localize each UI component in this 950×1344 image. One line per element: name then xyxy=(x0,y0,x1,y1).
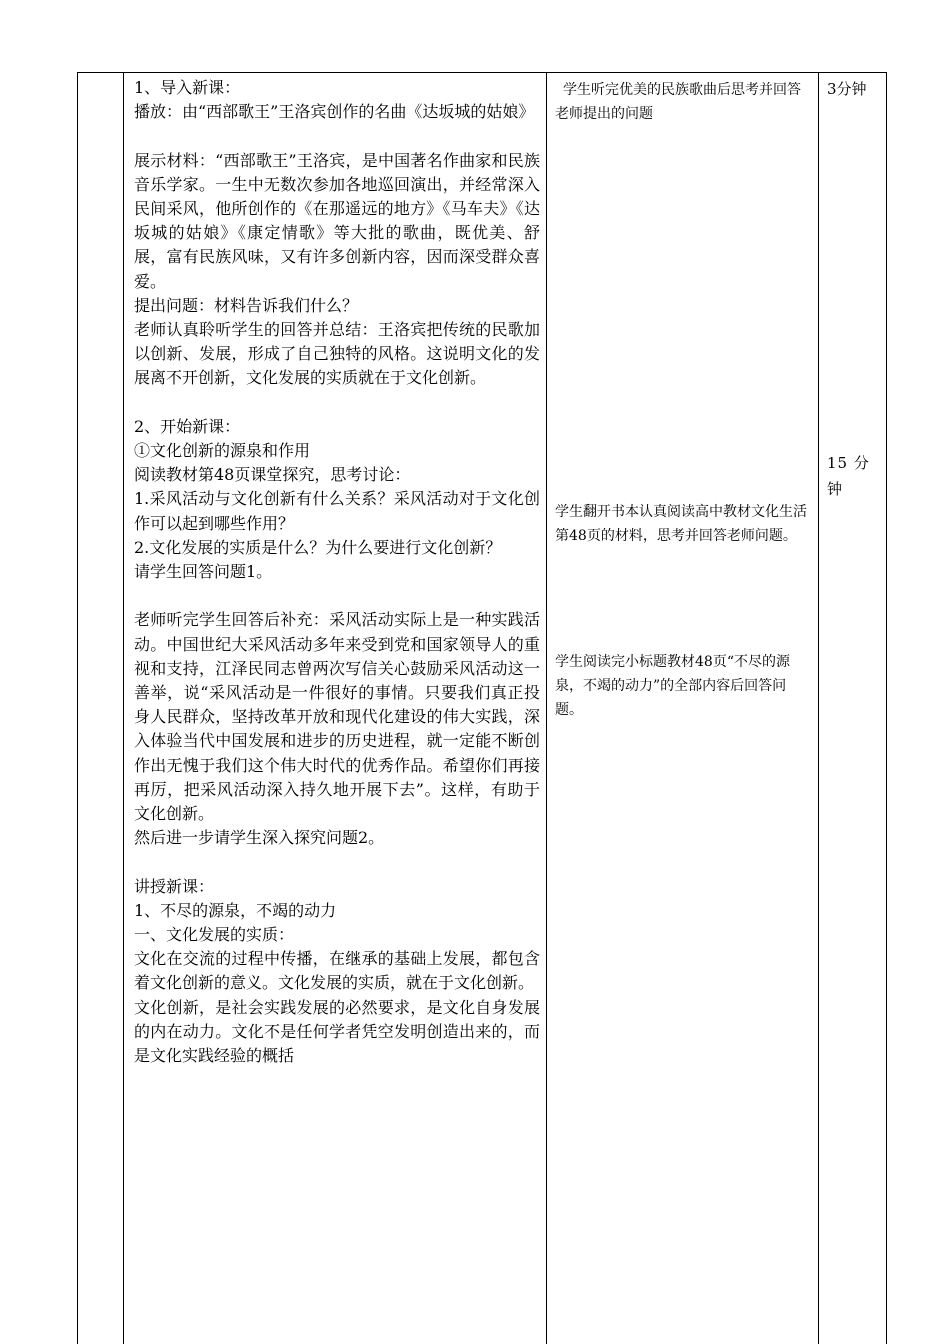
blank-line xyxy=(134,850,540,874)
blank-line xyxy=(134,584,540,608)
text-line: 然后进一步请学生深入探究问题2。 xyxy=(134,828,385,848)
text-line: 1、不尽的源泉，不竭的动力 xyxy=(134,900,337,920)
table-top-border xyxy=(77,72,887,73)
text-paragraph: 老师认真聆听学生的回答并总结：王洛宾把传统的民歌加以创新、发展，形成了自己独特的风格。这说明文化的发展离不开创新，文化发展的实质就在于文化创新。 xyxy=(134,320,540,388)
text-paragraph: 文化在交流的过程中传播，在继承的基础上发展，都包含着文化创新的意义。文化发展的实质，就在于文化创新。 xyxy=(134,949,540,993)
time-label: 15 分钟 xyxy=(827,454,870,498)
text-paragraph: 2.文化发展的实质是什么？为什么要进行文化创新？ xyxy=(134,537,502,557)
text-line: 播放：由“西部歌王”王洛宾创作的名曲《达坂城的姑娘》 xyxy=(134,102,535,122)
text-line: 讲授新课： xyxy=(134,876,215,896)
student-activity-text: 学生翻开书本认真阅读高中教材文化生活第48页的材料，思考并回答老师问题。 xyxy=(555,504,807,544)
time-label: 3分钟 xyxy=(827,80,867,98)
text-paragraph: 1.采风活动与文化创新有什么关系？采风活动对于文化创作可以起到哪些作用？ xyxy=(134,489,540,533)
table-right-border xyxy=(886,72,887,1344)
blank-line xyxy=(134,391,540,415)
column-divider-3 xyxy=(818,72,819,1344)
text-line: 一、文化发展的实质： xyxy=(134,925,295,945)
column-divider-2 xyxy=(546,72,547,1344)
text-line: 提出问题：材料告诉我们什么？ xyxy=(134,295,359,315)
student-activity-text: 学生听完优美的民族歌曲后思考并回答老师提出的问题 xyxy=(555,82,801,122)
teacher-activity-cell xyxy=(134,76,540,1068)
text-paragraph: 展示材料：“西部歌王”王洛宾，是中国著名作曲家和民族音乐学家。一生中无数次参加各地巡回演出，并经常深入民间采风，他所创作的《在那遥远的地方》《马车夫》《达坂城的姑娘》《康定情歌》等大批的歌曲，既优美、舒展，富有民族风味，又有许多创新内容，因而深受群众喜爱。 xyxy=(134,150,540,291)
column-divider-1 xyxy=(123,72,124,1344)
text-line: 2、开始新课： xyxy=(134,416,241,436)
blank-line xyxy=(134,124,540,148)
text-line: 请学生回答问题1。 xyxy=(134,562,273,582)
student-activity-text: 学生阅读完小标题教材48页“不尽的源泉，不竭的动力”的全部内容后回答问题。 xyxy=(555,654,790,718)
text-paragraph: 文化创新，是社会实践发展的必然要求，是文化自身发展的内在动力。文化不是任何学者凭空发明创造出来的，而是文化实践经验的概括 xyxy=(134,997,540,1066)
text-line: 1、导入新课： xyxy=(134,78,241,97)
text-paragraph: 老师听完学生回答后补充：采风活动实际上是一种实践活动。中国世纪大采风活动多年来受到党和国家领导人的重视和支持，江泽民同志曾两次写信关心鼓励采风活动这一善举，说“采风活动是一件很好的事情。只要我们真正投身人民群众，坚持改革开放和现代化建设的伟大实践，深入体验当代中国发展和进步的历史进程，就一定能不断创作出无愧于我们这个伟大时代的优秀作品。希望你们再接再厉，把采风活动深入持久地开展下去”。这样，有助于文化创新。 xyxy=(134,610,540,824)
text-line: 阅读教材第48页课堂探究，思考讨论： xyxy=(134,465,411,485)
table-left-border xyxy=(77,72,78,1344)
text-line: ①文化创新的源泉和作用 xyxy=(134,441,311,461)
